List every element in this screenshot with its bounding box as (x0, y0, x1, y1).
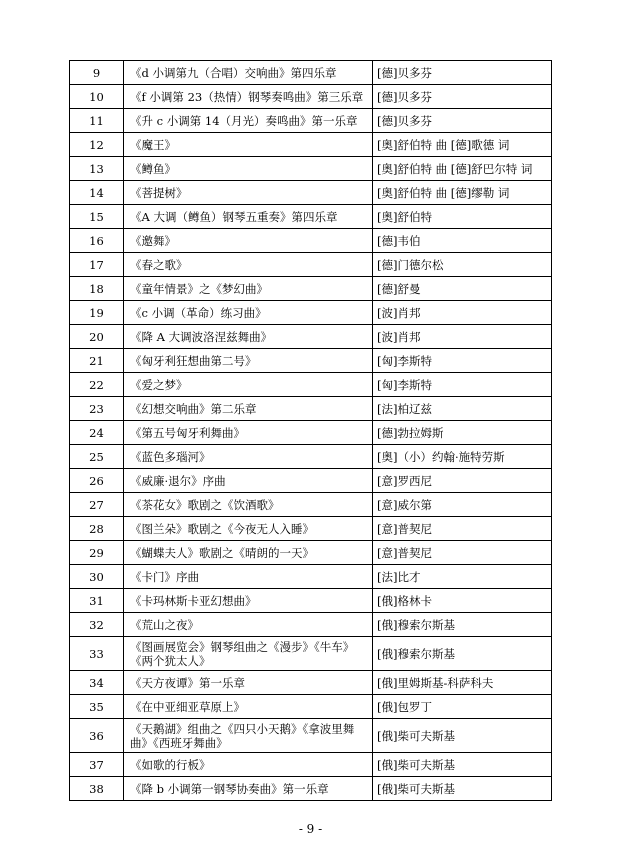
composer: [俄]穆索尔斯基 (373, 613, 552, 637)
table-row (70, 517, 552, 541)
table-row (70, 541, 552, 565)
row-number: 24 (70, 421, 124, 445)
row-number: 19 (70, 301, 124, 325)
composer: [德]韦伯 (373, 229, 552, 253)
work-title: 《图画展览会》钢琴组曲之《漫步》《牛车》《两个犹太人》 (124, 637, 373, 671)
table-row (70, 181, 552, 205)
work-title: 《天鹅湖》组曲之《四只小天鹅》《拿波里舞曲》《西班牙舞曲》 (124, 719, 373, 753)
table-row (70, 493, 552, 517)
composer: [俄]柴可夫斯基 (373, 777, 552, 801)
work-title: 《如歌的行板》 (124, 753, 373, 777)
table-row (70, 349, 552, 373)
work-title: 《童年情景》之《梦幻曲》 (124, 277, 373, 301)
row-number: 9 (70, 61, 124, 85)
table-row (70, 637, 552, 671)
composer: [奥]舒伯特 (373, 205, 552, 229)
row-number: 32 (70, 613, 124, 637)
row-number: 38 (70, 777, 124, 801)
composer: [德]贝多芬 (373, 109, 552, 133)
composer: [奥]舒伯特 曲 [德]歌德 词 (373, 133, 552, 157)
work-title: 《A 大调（鳟鱼）钢琴五重奏》第四乐章 (124, 205, 373, 229)
row-number: 25 (70, 445, 124, 469)
work-title: 《荒山之夜》 (124, 613, 373, 637)
table-row (70, 133, 552, 157)
table-row (70, 589, 552, 613)
composer: [俄]格林卡 (373, 589, 552, 613)
table-row (70, 753, 552, 777)
work-title: 《茶花女》歌剧之《饮酒歌》 (124, 493, 373, 517)
row-number: 30 (70, 565, 124, 589)
row-number: 14 (70, 181, 124, 205)
work-title: 《爱之梦》 (124, 373, 373, 397)
work-title: 《在中亚细亚草原上》 (124, 695, 373, 719)
table-row (70, 671, 552, 695)
row-number: 17 (70, 253, 124, 277)
row-number: 28 (70, 517, 124, 541)
work-title: 《降 b 小调第一钢琴协奏曲》第一乐章 (124, 777, 373, 801)
row-number: 20 (70, 325, 124, 349)
composer: [俄]穆索尔斯基 (373, 637, 552, 671)
work-title: 《f 小调第 23（热情）钢琴奏鸣曲》第三乐章 (124, 85, 373, 109)
work-title: 《卡门》序曲 (124, 565, 373, 589)
table-row (70, 85, 552, 109)
table-row (70, 397, 552, 421)
row-number: 34 (70, 671, 124, 695)
work-title: 《蓝色多瑙河》 (124, 445, 373, 469)
row-number: 31 (70, 589, 124, 613)
table-row (70, 253, 552, 277)
composer: [波]肖邦 (373, 325, 552, 349)
row-number: 29 (70, 541, 124, 565)
composer: [德]门德尔松 (373, 253, 552, 277)
composer: [奥]舒伯特 曲 [德]缪勒 词 (373, 181, 552, 205)
composer: [意]威尔第 (373, 493, 552, 517)
work-title: 《第五号匈牙利舞曲》 (124, 421, 373, 445)
work-title: 《蝴蝶夫人》歌剧之《晴朗的一天》 (124, 541, 373, 565)
composer: [匈]李斯特 (373, 373, 552, 397)
composer: [俄]柴可夫斯基 (373, 753, 552, 777)
table-row (70, 205, 552, 229)
table-row (70, 301, 552, 325)
row-number: 13 (70, 157, 124, 181)
composer: [法]比才 (373, 565, 552, 589)
row-number: 37 (70, 753, 124, 777)
composer: [匈]李斯特 (373, 349, 552, 373)
table-row (70, 445, 552, 469)
row-number: 15 (70, 205, 124, 229)
row-number: 18 (70, 277, 124, 301)
row-number: 27 (70, 493, 124, 517)
table-row (70, 109, 552, 133)
composer: [奥]舒伯特 曲 [德]舒巴尔特 词 (373, 157, 552, 181)
work-title: 《降 A 大调波洛涅兹舞曲》 (124, 325, 373, 349)
row-number: 23 (70, 397, 124, 421)
row-number: 11 (70, 109, 124, 133)
work-title: 《鳟鱼》 (124, 157, 373, 181)
row-number: 22 (70, 373, 124, 397)
composer: [俄]里姆斯基-科萨科夫 (373, 671, 552, 695)
table-row (70, 277, 552, 301)
table-row (70, 777, 552, 801)
composer: [法]柏辽兹 (373, 397, 552, 421)
work-title: 《图兰朵》歌剧之《今夜无人入睡》 (124, 517, 373, 541)
table-row (70, 469, 552, 493)
work-title: 《春之歌》 (124, 253, 373, 277)
row-number: 12 (70, 133, 124, 157)
work-title: 《幻想交响曲》第二乐章 (124, 397, 373, 421)
composer: [德]贝多芬 (373, 85, 552, 109)
work-title: 《升 c 小调第 14（月光）奏鸣曲》第一乐章 (124, 109, 373, 133)
row-number: 21 (70, 349, 124, 373)
work-title: 《c 小调（革命）练习曲》 (124, 301, 373, 325)
table-row (70, 695, 552, 719)
work-title: 《匈牙利狂想曲第二号》 (124, 349, 373, 373)
composer: [奥]（小）约翰·施特劳斯 (373, 445, 552, 469)
composer: [德]贝多芬 (373, 61, 552, 85)
table-row (70, 373, 552, 397)
composer: [俄]柴可夫斯基 (373, 719, 552, 753)
work-title: 《天方夜谭》第一乐章 (124, 671, 373, 695)
table-row (70, 719, 552, 753)
table-row (70, 421, 552, 445)
music-works-table (69, 60, 552, 801)
row-number: 26 (70, 469, 124, 493)
table-row (70, 325, 552, 349)
page-number: - 9 - (298, 822, 323, 836)
work-title: 《卡玛林斯卡亚幻想曲》 (124, 589, 373, 613)
work-title: 《邀舞》 (124, 229, 373, 253)
composer: [意]普契尼 (373, 541, 552, 565)
table-row (70, 613, 552, 637)
work-title: 《菩提树》 (124, 181, 373, 205)
table-row (70, 565, 552, 589)
table-row (70, 229, 552, 253)
row-number: 33 (70, 637, 124, 671)
row-number: 36 (70, 719, 124, 753)
composer: [德]舒曼 (373, 277, 552, 301)
work-title: 《d 小调第九（合唱）交响曲》第四乐章 (124, 61, 373, 85)
composer: [意]罗西尼 (373, 469, 552, 493)
table-row (70, 157, 552, 181)
table-body (70, 61, 552, 801)
table-row (70, 61, 552, 85)
composer: [波]肖邦 (373, 301, 552, 325)
composer: [俄]包罗丁 (373, 695, 552, 719)
row-number: 10 (70, 85, 124, 109)
work-title: 《威廉·退尔》序曲 (124, 469, 373, 493)
work-title: 《魔王》 (124, 133, 373, 157)
row-number: 35 (70, 695, 124, 719)
row-number: 16 (70, 229, 124, 253)
composer: [德]勃拉姆斯 (373, 421, 552, 445)
composer: [意]普契尼 (373, 517, 552, 541)
